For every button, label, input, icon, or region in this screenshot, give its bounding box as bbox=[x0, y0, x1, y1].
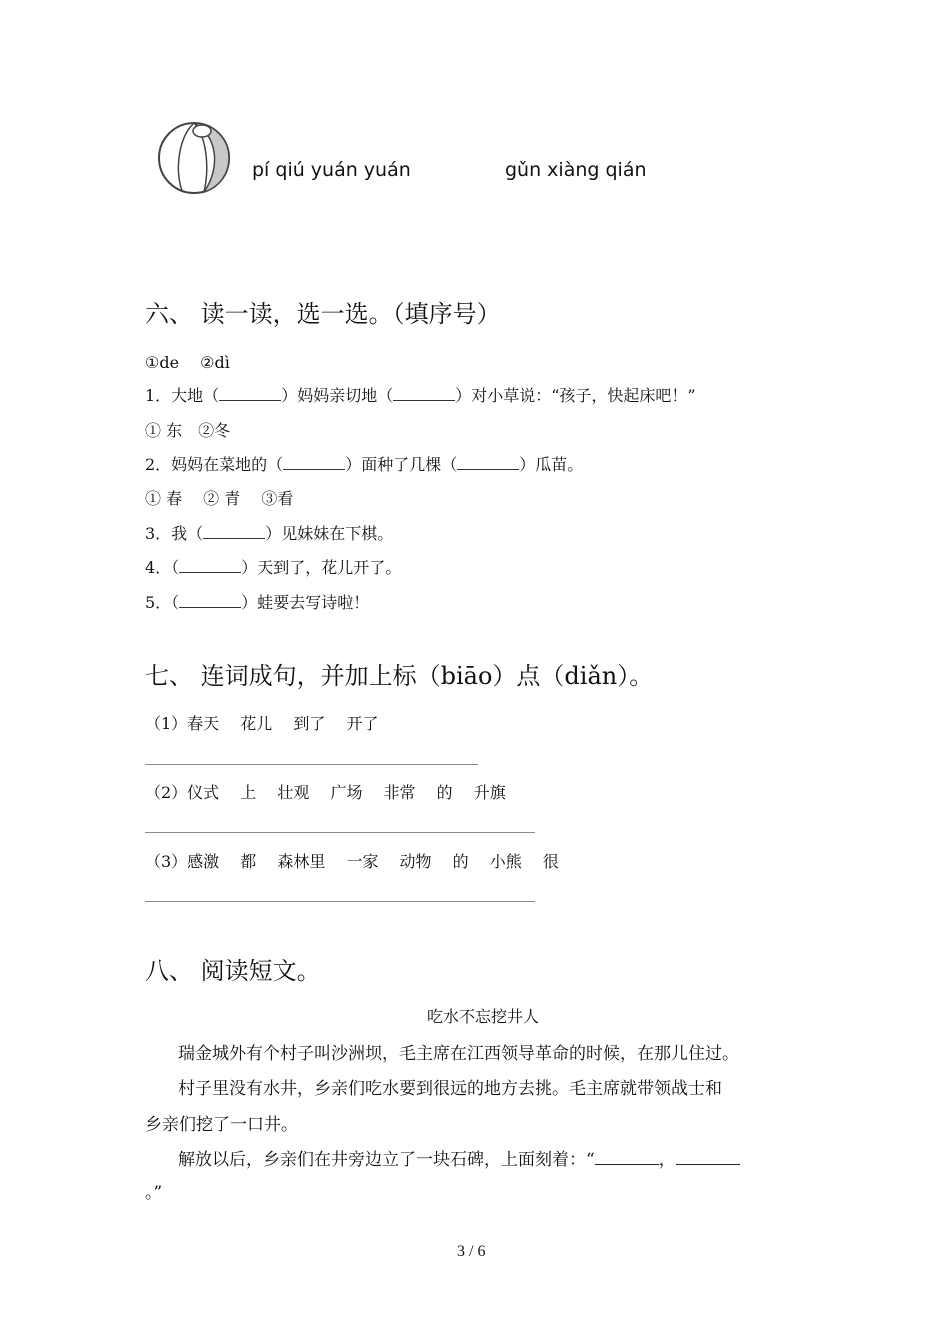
answer-line-3[interactable] bbox=[145, 901, 535, 902]
answer-blank[interactable] bbox=[179, 558, 241, 573]
section-7-title: 七、 连词成句，并加上标（biāo）点（diǎn）。 bbox=[145, 662, 654, 690]
answer-line-1[interactable] bbox=[145, 764, 478, 765]
sentence-item-3: （3）感激 都 森林里 一家 动物 的 小熊 很 bbox=[145, 852, 559, 871]
question-4: 4．（ ）天到了，花儿开了。 bbox=[145, 558, 402, 577]
answer-blank[interactable] bbox=[393, 386, 455, 401]
answer-blank[interactable] bbox=[283, 455, 345, 470]
answer-blank[interactable] bbox=[179, 593, 241, 608]
beach-ball-icon bbox=[156, 120, 234, 196]
sentence-item-1: （1）春天 花儿 到了 开了 bbox=[145, 714, 379, 733]
paragraph-2: 村子里没有水井，乡亲们吃水要到很远的地方去挑。毛主席就带领战士和 bbox=[178, 1079, 722, 1099]
question-2: 2．妈妈在菜地的（ ）面种了几棵（ ）瓜苗。 bbox=[145, 455, 584, 474]
options-b: ① 东 ②冬 bbox=[145, 421, 231, 440]
section-8-title: 八、 阅读短文。 bbox=[145, 957, 321, 985]
paragraph-3-end: 。” bbox=[145, 1183, 163, 1203]
question-3: 3．我（ ）见妹妹在下棋。 bbox=[145, 524, 394, 543]
question-1: 1．大地（ ）妈妈亲切地（ ）对小草说：“孩子，快起床吧！” bbox=[145, 386, 696, 405]
paragraph-2-cont: 乡亲们挖了一口井。 bbox=[145, 1115, 298, 1135]
pinyin-1: pí qiú yuán yuán bbox=[252, 159, 411, 181]
question-5: 5．（ ）蛙要去写诗啦！ bbox=[145, 593, 370, 612]
answer-blank[interactable] bbox=[457, 455, 519, 470]
page-number: 3 / 6 bbox=[457, 1243, 486, 1260]
section-6-title: 六、 读一读，选一选。（填序号） bbox=[145, 300, 501, 328]
answer-line-2[interactable] bbox=[145, 832, 535, 833]
pinyin-2: gǔn xiàng qián bbox=[505, 159, 647, 181]
answer-blank[interactable] bbox=[203, 524, 265, 539]
paragraph-1: 瑞金城外有个村子叫沙洲坝，毛主席在江西领导革命的时候，在那儿住过。 bbox=[178, 1044, 739, 1064]
answer-blank[interactable] bbox=[676, 1148, 740, 1165]
answer-blank[interactable] bbox=[219, 386, 281, 401]
answer-blank[interactable] bbox=[595, 1148, 659, 1165]
sentence-item-2: （2）仪式 上 壮观 广场 非常 的 升旗 bbox=[145, 783, 506, 802]
options-c: ① 春 ② 青 ③看 bbox=[145, 489, 294, 508]
story-title: 吃水不忘挖井人 bbox=[427, 1007, 540, 1026]
options-a: ①de ②dì bbox=[145, 353, 230, 372]
paragraph-3: 解放以后，乡亲们在井旁边立了一块石碑，上面刻着：“ ， bbox=[178, 1145, 740, 1170]
